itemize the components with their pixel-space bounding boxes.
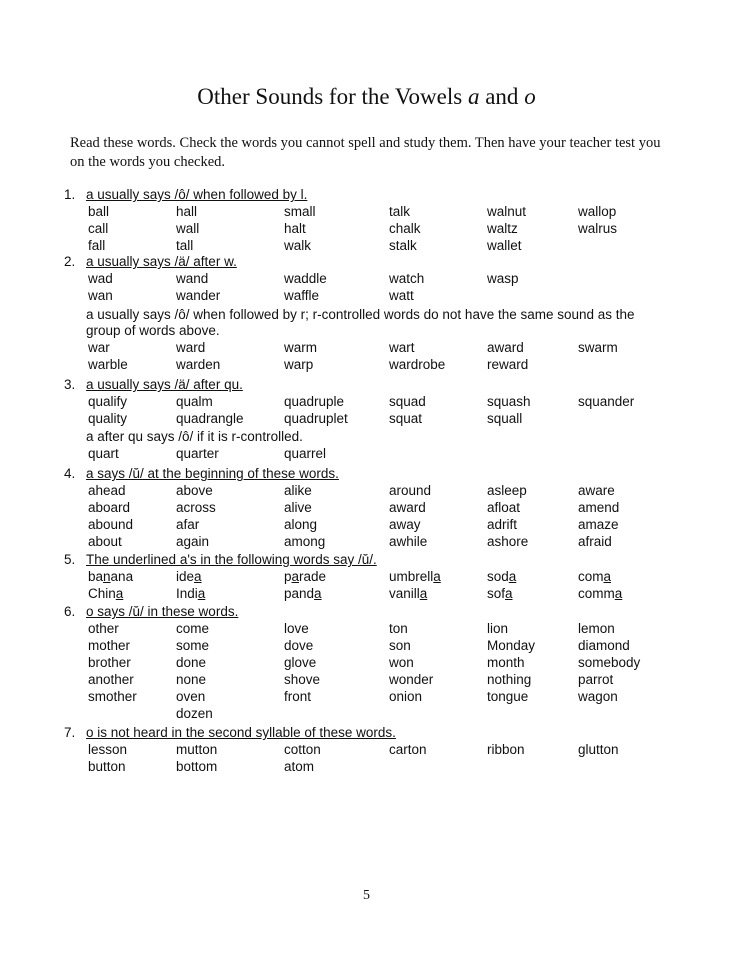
word: call [88,221,109,236]
section-rule: a says /ŭ/ at the beginning of these words. [86,466,339,481]
word: above [176,483,213,498]
section-heading [64,376,656,393]
word: waltz [487,221,518,236]
word: waddle [284,271,327,286]
word: along [284,517,318,532]
word: wallop [578,204,617,219]
word: talk [389,204,411,219]
word: squad [389,394,426,409]
word: across [176,500,216,515]
word: another [88,672,134,687]
word: fall [88,238,106,253]
word: asleep [487,483,527,498]
word: wasp [487,271,519,286]
word-row [64,339,656,356]
word: carton [389,742,427,757]
word: again [176,534,210,549]
title-text: Other Sounds for the Vowels [197,84,468,109]
word: son [389,638,411,653]
word: stalk [389,238,417,253]
word: quality [88,411,128,426]
word: alike [284,483,312,498]
word: walk [284,238,312,253]
word: waffle [284,288,320,303]
word-row [64,393,656,410]
word: quarter [176,446,219,461]
section-rule: The underlined a's in the following words say /ŭ/. [86,552,377,567]
word: away [389,517,421,532]
word: wardrobe [389,357,446,372]
section-rule: a usually says /ä/ after w. [86,254,237,269]
word: about [88,534,122,549]
word: bottom [176,759,218,774]
word: lesson [88,742,128,757]
section-number: 4. [64,466,76,481]
word-row [64,270,656,287]
word: panda [284,586,322,601]
word: brother [88,655,131,670]
word: ward [176,340,206,355]
word: warden [176,357,221,372]
word: swarm [578,340,618,355]
word: small [284,204,316,219]
word: India [176,586,206,601]
word: halt [284,221,306,236]
word: Monday [487,638,536,653]
word: squash [487,394,531,409]
word: glove [284,655,317,670]
word: mutton [176,742,218,757]
title-vowel-o: o [524,84,536,109]
word: watch [389,271,425,286]
word: warble [88,357,128,372]
word: somebody [578,655,641,670]
word: ball [88,204,110,219]
word: qualify [88,394,128,409]
word: none [176,672,207,687]
word: afloat [487,500,521,515]
word: cotton [284,742,321,757]
word: lion [487,621,509,636]
word: wander [176,288,221,303]
section-number: 5. [64,552,76,567]
word: idea [176,569,202,584]
word: coma [578,569,612,584]
word: soda [487,569,517,584]
word: chalk [389,221,421,236]
word: China [88,586,124,601]
word: quart [88,446,119,461]
word: squall [487,411,523,426]
word: button [88,759,126,774]
page-title [0,84,733,110]
title-vowel-a: a [467,84,480,109]
word-row [64,410,656,427]
word: squat [389,411,423,426]
word: around [389,483,432,498]
word: tongue [487,689,529,704]
word: warm [284,340,317,355]
word: banana [88,569,134,584]
word: quadruple [284,394,345,409]
word: award [487,340,524,355]
word: walnut [487,204,527,219]
word: ribbon [487,742,525,757]
word: shove [284,672,321,687]
word: sofa [487,586,513,601]
word: qualm [176,394,213,409]
page-number: 5 [363,888,370,903]
word: award [389,500,426,515]
word: love [284,621,309,636]
section-rule: a usually says /ô/ when followed by l. [86,187,308,202]
word-row [64,356,656,373]
section-rule: o is not heard in the second syllable of these words. [86,725,396,740]
word: onion [389,689,423,704]
word: dozen [176,706,213,721]
word: wall [176,221,200,236]
word: parade [284,569,327,584]
word: reward [487,357,529,372]
word: among [284,534,326,549]
section-number: 2. [64,254,76,269]
word: wan [88,288,113,303]
word: wallet [487,238,522,253]
word: mother [88,638,131,653]
word: vanilla [389,586,428,601]
word: war [88,340,110,355]
section-number: 6. [64,604,76,619]
word: quadruplet [284,411,348,426]
word: amaze [578,517,619,532]
word: atom [284,759,315,774]
word: alive [284,500,312,515]
word: glutton [578,742,619,757]
word: tall [176,238,194,253]
word: afar [176,517,200,532]
word: aware [578,483,615,498]
section-note: a after qu says /ô/ if it is r-controlled. [86,429,303,444]
word: other [88,621,119,636]
word: nothing [487,672,532,687]
word: hall [176,204,198,219]
word: comma [578,586,623,601]
word: parrot [578,672,614,687]
section-2 [64,253,656,373]
word-row [64,287,656,304]
word: ahead [88,483,126,498]
word: quadrangle [176,411,244,426]
word: come [176,621,210,636]
word: amend [578,500,620,515]
word: wonder [389,672,434,687]
word: warp [284,357,314,372]
word: walrus [578,221,618,236]
word: watt [389,288,414,303]
word: wart [389,340,415,355]
section-rule: a usually says /ä/ after qu. [86,377,243,392]
word: oven [176,689,206,704]
word: afraid [578,534,612,549]
section-number: 3. [64,377,76,392]
section-heading [64,253,656,270]
word: wad [88,271,113,286]
word: won [389,655,414,670]
word: some [176,638,210,653]
word-row [64,445,656,462]
word: lemon [578,621,615,636]
word: front [284,689,312,704]
word: smother [88,689,137,704]
word: aboard [88,500,131,515]
word: month [487,655,525,670]
title-and: and [479,84,525,109]
word: quarrel [284,446,327,461]
word: umbrella [389,569,441,584]
section-rule: o says /ŭ/ in these words. [86,604,239,619]
word: dove [284,638,314,653]
word: abound [88,517,134,532]
word: squander [578,394,635,409]
section-number: 1. [64,187,76,202]
word: wagon [578,689,618,704]
word: awhile [389,534,428,549]
section-number: 7. [64,725,76,740]
word: done [176,655,207,670]
word: wand [176,271,209,286]
word: diamond [578,638,630,653]
section-3 [64,376,656,462]
word: ton [389,621,408,636]
word: ashore [487,534,529,549]
section-note: a usually says /ô/ when followed by r; r-controlled words do not have the same sound as the group of words above. [86,307,635,338]
instructions: Read these words. Check the words you cannot spell and study them. Then have your teacher test you on the words you checked. [70,135,661,170]
word: adrift [487,517,518,532]
